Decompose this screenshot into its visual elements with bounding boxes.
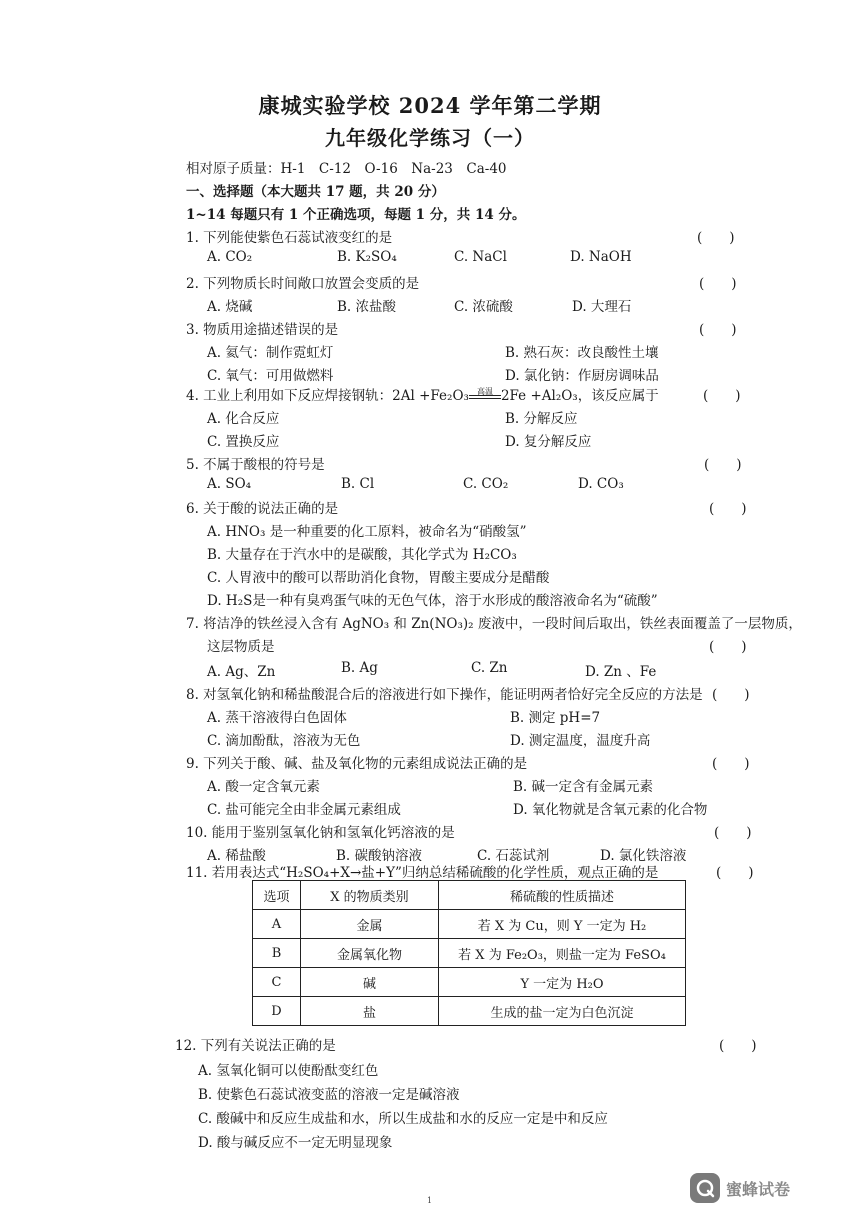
q7-option-c: C. Zn [471, 660, 508, 676]
q2-option-a: A. 烧碱 [207, 299, 253, 315]
q1-option-c: C. NaCl [454, 249, 507, 265]
q5-answer-blank[interactable]: ( ) [704, 457, 742, 473]
q5-option-a: A. SO₄ [207, 476, 252, 492]
q10-option-c: C. 石蕊试剂 [477, 848, 550, 864]
q1-option-a: A. CO₂ [207, 249, 253, 265]
q12-option-c: C. 酸碱中和反应生成盐和水，所以生成盐和水的反应一定是中和反应 [198, 1111, 608, 1127]
table-cell: 金属 [301, 910, 439, 939]
table-header-cell: 稀硫酸的性质描述 [439, 881, 686, 910]
bee-q-icon [690, 1173, 720, 1203]
q3-option-a: A. 氦气：制作霓虹灯 [207, 345, 334, 361]
table-header-row [253, 881, 686, 910]
exam-subtitle: 九年级化学练习（一） [325, 126, 535, 150]
q4-answer-blank[interactable]: ( ) [703, 388, 741, 404]
q3-option-b: B. 熟石灰：改良酸性土壤 [505, 345, 659, 361]
q2-option-d: D. 大理石 [572, 299, 632, 315]
q4-option-b: B. 分解反应 [505, 411, 578, 427]
q8-option-d: D. 测定温度，温度升高 [510, 733, 651, 749]
table-cell: D [253, 997, 301, 1026]
q4-stem-post: 2Fe +Al₂O₃，该反应属于 [500, 388, 659, 404]
q7-stem: 7. 将洁净的铁丝浸入含有 AgNO₃ 和 Zn(NO₃)₂ 废液中，一段时间后取出，铁丝表面覆盖了一层物质， [186, 616, 802, 632]
section-heading: 一、选择题（本大题共 17 题，共 20 分） [186, 184, 445, 200]
q8-stem: 8. 对氢氧化钠和稀盐酸混合后的溶液进行如下操作，能证明两者恰好完全反应的方法是 [186, 687, 703, 703]
q4-stem [186, 384, 659, 404]
q5-option-d: D. CO₃ [578, 476, 624, 492]
table-row [253, 997, 686, 1026]
q6-option-b: B. 大量存在于汽水中的是碳酸，其化学式为 H₂CO₃ [207, 547, 517, 563]
q10-option-a: A. 稀盐酸 [207, 848, 266, 864]
section-subheading: 1~14 每题只有 1 个正确选项，每题 1 分，共 14 分。 [186, 207, 526, 223]
q4-stem-pre: 4. 工业上利用如下反应焊接钢轨：2Al +Fe₂O₃ [186, 388, 469, 404]
table-cell: 盐 [301, 997, 439, 1026]
q1-option-b: B. K₂SO₄ [337, 249, 397, 265]
q8-option-b: B. 测定 pH=7 [510, 710, 601, 726]
q11-stem: 11. 若用表达式“H₂SO₄+X→盐+Y”归纳总结稀硫酸的化学性质，观点正确的是 [186, 865, 659, 881]
q9-option-b: B. 碱一定含有金属元素 [513, 779, 654, 795]
exam-title: 康城实验学校 2024 学年第二学期 [258, 93, 602, 118]
table-row [253, 968, 686, 997]
q1-stem: 1. 下列能使紫色石蕊试液变红的是 [186, 230, 393, 246]
page-number: 1 [427, 1196, 433, 1205]
q3-option-d: D. 氯化钠：作厨房调味品 [505, 368, 659, 384]
q2-option-c: C. 浓硫酸 [454, 299, 513, 315]
table-cell: 生成的盐一定为白色沉淀 [439, 997, 686, 1026]
q4-condition-arrow [469, 387, 501, 404]
atomic-masses: 相对原子质量：H-1 C-12 O-16 Na-23 Ca-40 [186, 161, 507, 177]
q9-option-d: D. 氧化物就是含氧元素的化合物 [513, 802, 708, 818]
q10-answer-blank[interactable]: ( ) [714, 825, 752, 841]
q7-stem-cont: 这层物质是 [207, 639, 275, 655]
q11-answer-blank[interactable]: ( ) [716, 865, 754, 881]
table-cell: 若 X 为 Cu，则 Y 一定为 H₂ [439, 910, 686, 939]
q1-option-d: D. NaOH [570, 249, 632, 265]
q4-option-c: C. 置换反应 [207, 434, 280, 450]
q7-option-a: A. Ag、Zn [207, 664, 276, 680]
q6-option-a: A. HNO₃ 是一种重要的化工原料，被命名为“硝酸氢” [207, 524, 527, 540]
table-row [253, 939, 686, 968]
table-cell: Y 一定为 H₂O [439, 968, 686, 997]
watermark [690, 1170, 810, 1206]
table-cell: C [253, 968, 301, 997]
table-row [253, 910, 686, 939]
q8-option-c: C. 滴加酚酞，溶液为无色 [207, 733, 361, 749]
q12-option-b: B. 使紫色石蕊试液变蓝的溶液一定是碱溶液 [198, 1087, 460, 1103]
q7-option-d: D. Zn 、Fe [585, 664, 657, 680]
q7-option-b: B. Ag [341, 660, 378, 676]
q6-option-c: C. 人胃液中的酸可以帮助消化食物，胃酸主要成分是醋酸 [207, 570, 550, 586]
q2-stem: 2. 下列物质长时间敞口放置会变质的是 [186, 276, 420, 292]
q4-option-d: D. 复分解反应 [505, 434, 592, 450]
q9-option-c: C. 盐可能完全由非金属元素组成 [207, 802, 401, 818]
q12-answer-blank[interactable]: ( ) [719, 1038, 757, 1054]
q8-option-a: A. 蒸干溶液得白色固体 [207, 710, 347, 726]
table-header-cell: 选项 [253, 881, 301, 910]
q10-stem: 10. 能用于鉴别氢氧化钠和氢氧化钙溶液的是 [186, 825, 455, 841]
q10-option-b: B. 碳酸钠溶液 [336, 848, 423, 864]
q2-answer-blank[interactable]: ( ) [699, 276, 737, 292]
table-cell: 若 X 为 Fe₂O₃，则盐一定为 FeSO₄ [439, 939, 686, 968]
q6-stem: 6. 关于酸的说法正确的是 [186, 501, 339, 517]
q6-option-d: D. H₂S是一种有臭鸡蛋气味的无色气体，溶于水形成的酸溶液命名为“硫酸” [207, 593, 658, 609]
table-header-cell: X 的物质类别 [301, 881, 439, 910]
q3-stem: 3. 物质用途描述错误的是 [186, 322, 339, 338]
q12-option-a: A. 氢氧化铜可以使酚酞变红色 [198, 1063, 379, 1079]
table-cell: B [253, 939, 301, 968]
q4-condition: 高温 [476, 387, 493, 396]
q4-option-a: A. 化合反应 [207, 411, 280, 427]
q2-option-b: B. 浓盐酸 [337, 299, 397, 315]
q5-option-c: C. CO₂ [463, 476, 509, 492]
q5-option-b: B. Cl [341, 476, 375, 492]
q9-stem: 9. 下列关于酸、碱、盐及氧化物的元素组成说法正确的是 [186, 756, 528, 772]
q3-option-c: C. 氧气：可用做燃料 [207, 368, 334, 384]
q10-option-d: D. 氯化铁溶液 [600, 848, 687, 864]
q8-answer-blank[interactable]: ( ) [712, 687, 750, 703]
q11-table [252, 880, 686, 1026]
q5-stem: 5. 不属于酸根的符号是 [186, 457, 325, 473]
q1-answer-blank[interactable]: ( ) [697, 230, 735, 246]
table-cell: A [253, 910, 301, 939]
q6-answer-blank[interactable]: ( ) [709, 501, 747, 517]
table-cell: 金属氧化物 [301, 939, 439, 968]
watermark-text: 蜜蜂试卷 [726, 1179, 791, 1199]
q7-answer-blank[interactable]: ( ) [709, 639, 747, 655]
q3-answer-blank[interactable]: ( ) [699, 322, 737, 338]
q9-answer-blank[interactable]: ( ) [712, 756, 750, 772]
q12-option-d: D. 酸与碱反应不一定无明显现象 [198, 1135, 393, 1151]
table-cell: 碱 [301, 968, 439, 997]
q12-stem: 12. 下列有关说法正确的是 [175, 1038, 336, 1054]
q9-option-a: A. 酸一定含氧元素 [207, 779, 320, 795]
